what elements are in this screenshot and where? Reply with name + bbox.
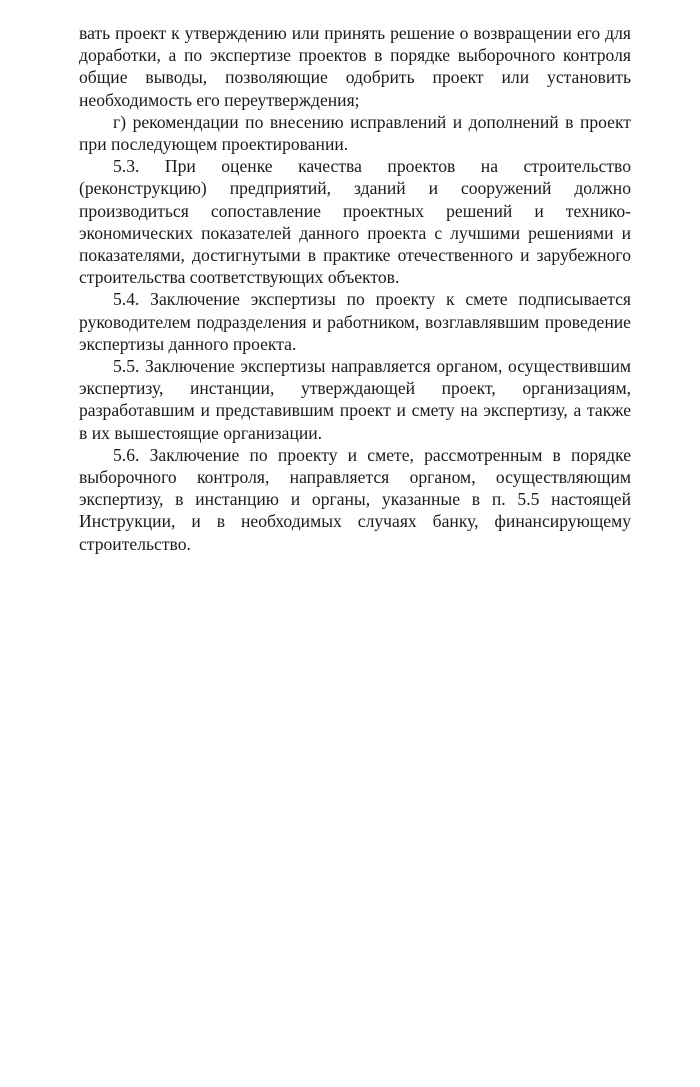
paragraph-item-g: [79, 111, 631, 155]
paragraph-5-3: [79, 155, 631, 288]
clause-number: 5.3.: [113, 156, 140, 177]
paragraph-5-5: [79, 355, 631, 444]
paragraph-text: г) рекомендации по внесению исправлений и дополнений в проект при последующем проектировании.: [79, 111, 631, 155]
clause-number: 5.4.: [113, 289, 140, 310]
paragraph-continuation: [79, 22, 631, 111]
paragraph-text: Заключение экспертизы направляется органом, осуществившим экспертизу, инстанции, утверждающей проект, организациям, разработавшим и представившим проект и смету на экспертизу, а также в их вышестоящие организации.: [79, 356, 631, 443]
paragraph-text: вать проект к утверждению или принять решение о возвращении его для доработки, а по экспертизе проектов в порядке выборочного контроля общие выводы, позволяющие одобрить проект или установить необходимость его переутверждения;: [79, 23, 631, 110]
paragraph-text: Заключение экспертизы по проекту к смете подписывается руководителем подразделения и работником, возглавлявшим проведение экспертизы данного проекта.: [79, 289, 631, 354]
document-body: [79, 22, 631, 555]
clause-number: 5.6.: [113, 444, 140, 465]
paragraph-text: Заключение по проекту и смете, рассмотренным в порядке выборочного контроля, направляется органом, осуществляющим экспертизу, в инстанцию и органы, указанные в п. 5.5 настоящей Инструкции, и в необходимых случаях банку, финансирующему строительство.: [79, 444, 631, 554]
clause-number: 5.5.: [113, 356, 140, 377]
paragraph-5-4: [79, 288, 631, 355]
paragraph-5-6: [79, 444, 631, 555]
paragraph-text: При оценке качества проектов на строительство (реконструкцию) предприятий, зданий и сооружений должно производиться сопоставление проектных решений и технико-экономических показателей данного проекта с лучшими решениями и показателями, достигнутыми в практике отечественного и зарубежного строительства соответствующих объектов.: [79, 156, 631, 288]
